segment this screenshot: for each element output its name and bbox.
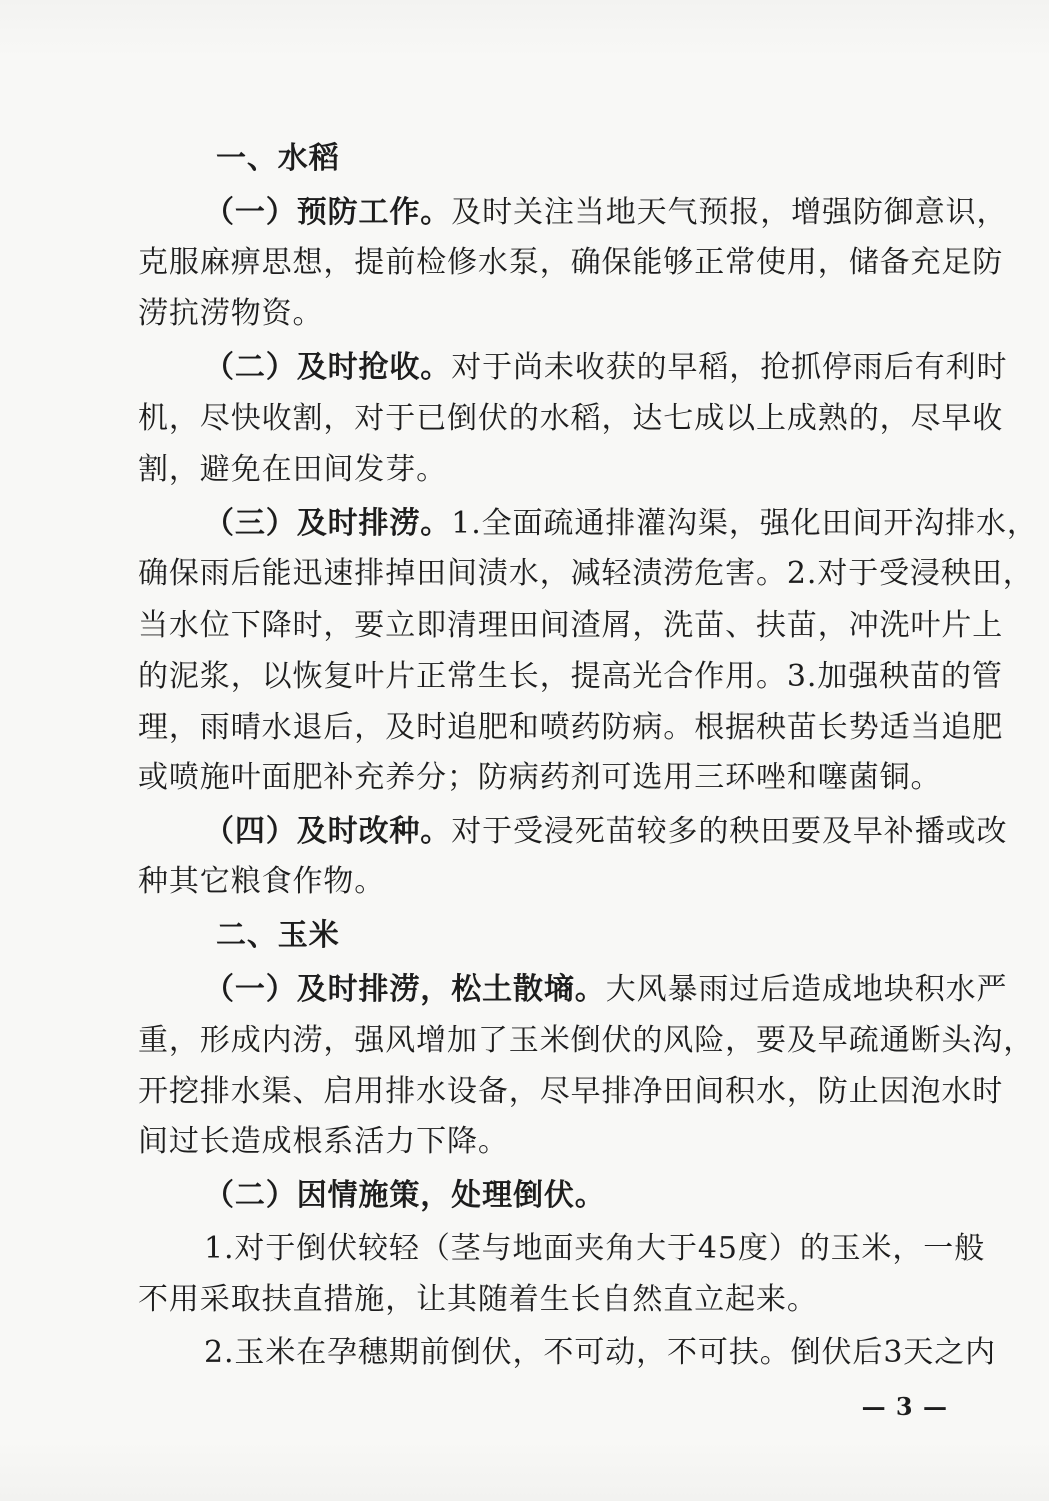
paragraph-line: 1.对于倒伏较轻（茎与地面夹角大于45度）的玉米，一般 <box>204 1231 986 1266</box>
paragraph-line: 理，雨晴水退后，及时追肥和喷药防病。根据秧苗长势适当追肥 <box>138 710 1004 745</box>
item-lead: （一）预防工作。 <box>204 195 452 230</box>
paragraph-line: 种其它粮食作物。 <box>138 864 386 899</box>
paragraph-text: 1.全面疏通排灌沟渠，强化田间开沟排水， <box>451 506 1038 541</box>
paragraph-line: 2.玉米在孕穗期前倒伏，不可动，不可扶。倒伏后3天之内 <box>204 1335 997 1370</box>
item-lead: （四）及时改种。 <box>204 814 452 849</box>
paragraph-line: 的泥浆，以恢复叶片正常生长，提高光合作用。3.加强秧苗的管 <box>138 659 1003 694</box>
paragraph-line <box>204 970 1008 1010</box>
paragraph-line: 重，形成内涝，强风增加了玉米倒伏的风险，要及早疏通断头沟， <box>138 1023 1035 1058</box>
paragraph-text: 对于尚未收获的早稻，抢抓停雨后有利时 <box>451 350 1008 385</box>
item-lead: （一）及时排涝，松土散墒。 <box>204 972 606 1007</box>
paragraph-line <box>204 348 1008 388</box>
paragraph-line <box>204 1176 946 1216</box>
paragraph-line <box>204 193 1008 233</box>
paragraph-line: 割，避免在田间发芽。 <box>138 452 447 487</box>
paragraph-line <box>204 812 1008 852</box>
paragraph-line <box>204 504 1038 544</box>
paragraph-line: 确保雨后能迅速排掉田间渍水，减轻渍涝危害。2.对于受浸秧田， <box>138 556 1034 591</box>
paragraph-line: 间过长造成根系活力下降。 <box>138 1124 509 1159</box>
section-heading-rice: 一、水稻 <box>216 141 340 176</box>
paragraph-line: 涝抗涝物资。 <box>138 296 324 331</box>
item-lead: （二）及时抢收。 <box>204 350 452 385</box>
paragraph-text: 对于受浸死苗较多的秧田要及早补播或改 <box>451 814 1008 849</box>
section-heading-corn: 二、玉米 <box>216 918 340 953</box>
paragraph-text: 及时关注当地天气预报，增强防御意识， <box>451 195 1008 230</box>
paragraph-line: 克服麻痹思想，提前检修水泵，确保能够正常使用，储备充足防 <box>138 245 1004 280</box>
paragraph-line: 或喷施叶面肥补充养分；防病药剂可选用三环唑和噻菌铜。 <box>138 760 942 795</box>
paragraph-line: 机，尽快收割，对于已倒伏的水稻，达七成以上成熟的，尽早收 <box>138 401 1004 436</box>
item-lead: （二）因情施策，处理倒伏。 <box>204 1178 606 1213</box>
paragraph-line: 开挖排水渠、启用排水设备，尽早排净田间积水，防止因泡水时 <box>138 1074 1004 1109</box>
item-lead: （三）及时排涝。 <box>204 506 452 541</box>
paragraph-text: 大风暴雨过后造成地块积水严 <box>605 972 1008 1007</box>
page-number: — 3 — <box>861 1392 948 1421</box>
paragraph-line: 当水位下降时，要立即清理田间渣屑，洗苗、扶苗，冲洗叶片上 <box>138 608 1004 643</box>
paragraph-line: 不用采取扶直措施，让其随着生长自然直立起来。 <box>138 1282 818 1317</box>
